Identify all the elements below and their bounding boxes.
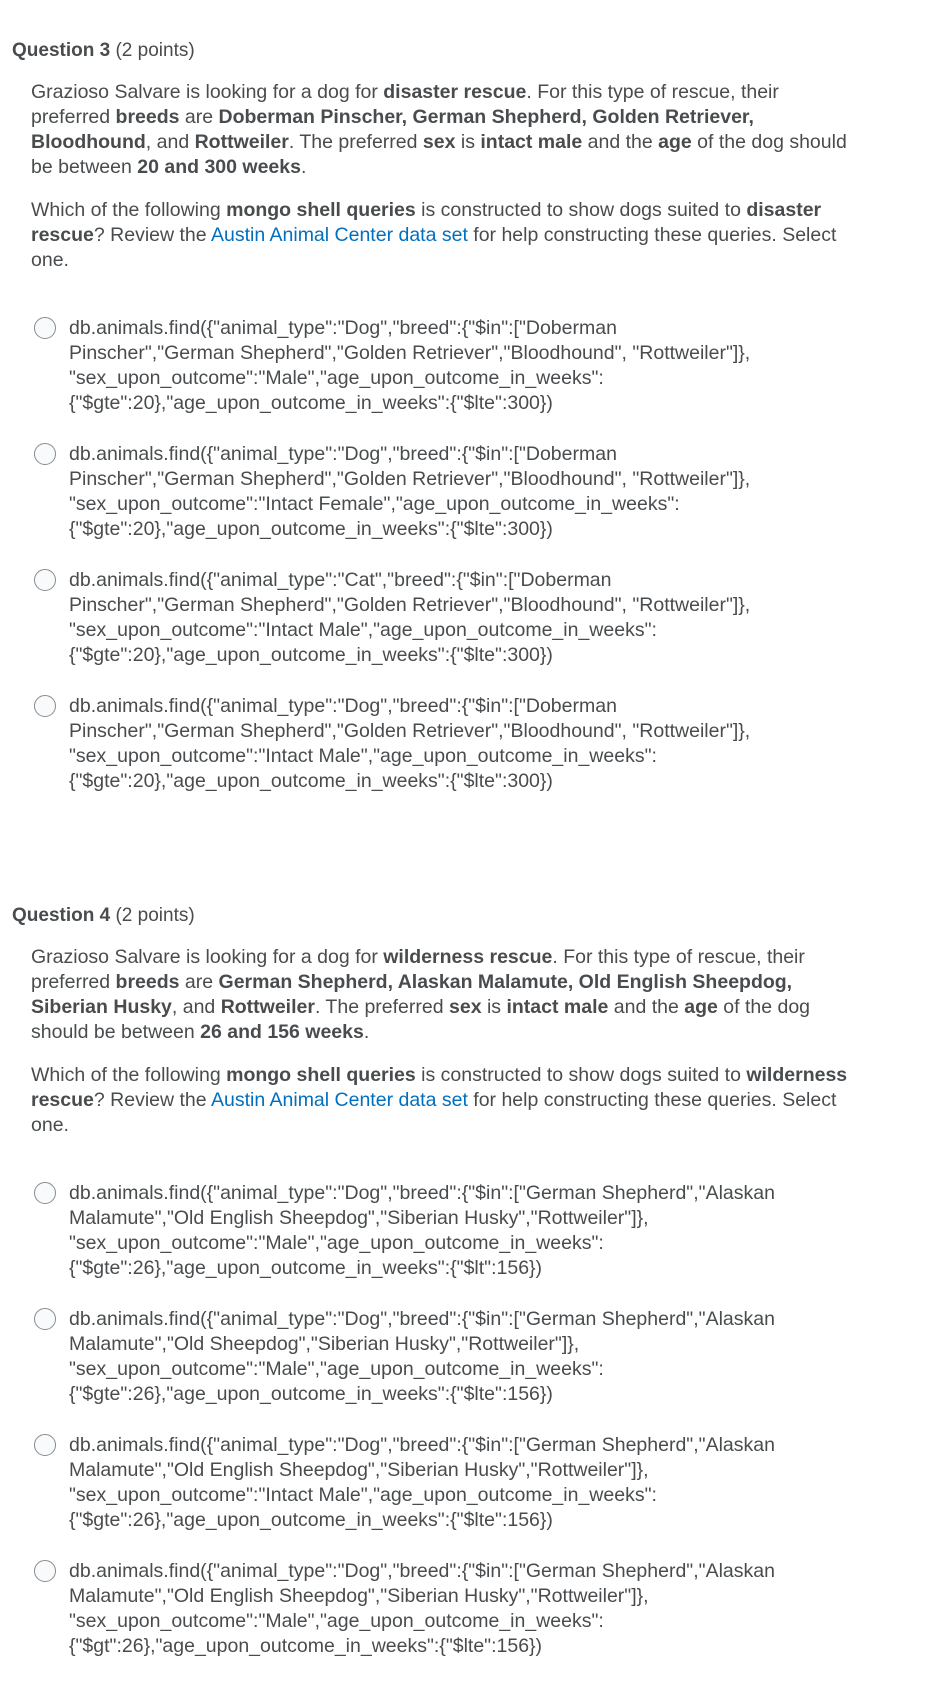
prompt-text: of the dog should be between (31, 996, 811, 1043)
prompt-emphasis: sex (449, 996, 482, 1018)
prompt-emphasis: mongo shell queries (226, 199, 416, 221)
answer-option-label[interactable]: db.animals.find({"animal_type":"Cat","breed":{"$in":["Doberman Pinscher","German Shepherd","Golden Retriever","Bloodhound", "Rottweiler"]}, "sex_upon_outcome":"Intact Male","age_upon_outcome_in_weeks": {"$gte":20},"age_upon_outcome_in_weeks":{"$lte":300}) (69, 569, 751, 666)
question-header (12, 903, 195, 929)
radio-button[interactable] (34, 695, 56, 717)
answer-option-c[interactable] (0, 1433, 942, 1543)
question-title: Question 3 (12, 40, 111, 61)
data-set-link[interactable]: Austin Animal Center data set (210, 1089, 468, 1111)
answer-option-c[interactable] (0, 568, 942, 678)
prompt-text: . (363, 1021, 370, 1043)
prompt-text: Grazioso Salvare is looking for a dog for (31, 81, 384, 103)
prompt-emphasis: sex (422, 131, 456, 153)
radio-button[interactable] (34, 1560, 56, 1582)
prompt-text: is constructed to show dogs suited to (415, 1064, 747, 1086)
prompt-emphasis: German Shepherd, Alaskan Malamute, Old English Sheepdog, Siberian Husky (31, 971, 793, 1018)
prompt-text: are (179, 971, 219, 993)
prompt-text: is constructed to show dogs suited to (415, 199, 747, 221)
question-prompt (31, 945, 861, 1045)
prompt-text: . For this type of rescue, their preferred (31, 81, 779, 128)
question-points: (2 points) (115, 905, 195, 926)
question-instruction (31, 198, 861, 273)
radio-button[interactable] (34, 1182, 56, 1204)
prompt-text: . The preferred (288, 131, 423, 153)
prompt-emphasis: disaster rescue (383, 81, 527, 103)
prompt-text: . The preferred (314, 996, 449, 1018)
prompt-emphasis: mongo shell queries (226, 1064, 416, 1086)
prompt-text: ? Review the (93, 1089, 211, 1111)
prompt-text: for help constructing these queries. Select one. (31, 224, 837, 271)
prompt-text: Which of the following (31, 199, 227, 221)
answer-option-label[interactable]: db.animals.find({"animal_type":"Dog","breed":{"$in":["German Shepherd","Alaskan Malamute","Old English Sheepdog","Siberian Husky","Rottweiler"]}, "sex_upon_outcome":"Male","age_upon_outcome_in_weeks": {"$gte":26},"age_upon_outcome_in_weeks":{"$lt":156}) (69, 1182, 775, 1279)
answer-option-d[interactable] (0, 694, 942, 804)
prompt-text: ? Review the (93, 224, 211, 246)
answer-option-a[interactable] (0, 1181, 942, 1291)
answer-option-b[interactable] (0, 1307, 942, 1417)
answer-option-b[interactable] (0, 442, 942, 552)
prompt-emphasis: 26 and 156 weeks (200, 1021, 364, 1043)
question-points: (2 points) (115, 40, 195, 61)
question-instruction (31, 1063, 861, 1138)
prompt-emphasis: intact male (480, 131, 583, 153)
data-set-link[interactable]: Austin Animal Center data set (210, 224, 468, 246)
radio-button[interactable] (34, 443, 56, 465)
radio-button[interactable] (34, 1308, 56, 1330)
prompt-emphasis: age (658, 131, 692, 153)
question-header (12, 38, 195, 64)
prompt-text: of the dog should be between (31, 131, 847, 178)
question-prompt (31, 80, 861, 180)
prompt-emphasis: Rottweiler (220, 996, 315, 1018)
prompt-emphasis: disaster rescue (31, 199, 822, 246)
answer-option-label[interactable]: db.animals.find({"animal_type":"Dog","breed":{"$in":["German Shepherd","Alaskan Malamute","Old English Sheepdog","Siberian Husky","Rottweiler"]}, "sex_upon_outcome":"Male","age_upon_outcome_in_weeks": {"$gt":26},"age_upon_outcome_in_weeks":{"$lte":156}) (69, 1560, 775, 1657)
prompt-text: . (300, 156, 307, 178)
radio-button[interactable] (34, 1434, 56, 1456)
prompt-text: and the (582, 131, 659, 153)
prompt-text: . For this type of rescue, their preferred (31, 946, 805, 993)
prompt-emphasis: breeds (115, 971, 180, 993)
question-title: Question 4 (12, 905, 111, 926)
prompt-text: Grazioso Salvare is looking for a dog for (31, 946, 384, 968)
prompt-text: is (455, 131, 481, 153)
prompt-emphasis: wilderness rescue (383, 946, 553, 968)
prompt-emphasis: Doberman Pinscher, German Shepherd, Golden Retriever, Bloodhound (31, 106, 754, 153)
prompt-text: , and (145, 131, 195, 153)
prompt-text: and the (608, 996, 685, 1018)
answer-option-label[interactable]: db.animals.find({"animal_type":"Dog","breed":{"$in":["German Shepherd","Alaskan Malamute","Old English Sheepdog","Siberian Husky","Rottweiler"]}, "sex_upon_outcome":"Intact Male","age_upon_outcome_in_weeks": {"$gte":26},"age_upon_outcome_in_weeks":{"$lte":156}) (69, 1434, 775, 1531)
radio-button[interactable] (34, 317, 56, 339)
prompt-emphasis: Rottweiler (194, 131, 289, 153)
prompt-emphasis: 20 and 300 weeks (137, 156, 301, 178)
answer-option-label[interactable]: db.animals.find({"animal_type":"Dog","breed":{"$in":["Doberman Pinscher","German Shepherd","Golden Retriever","Bloodhound", "Rottweiler"]}, "sex_upon_outcome":"Male","age_upon_outcome_in_weeks": {"$gte":20},"age_upon_outcome_in_weeks":{"$lte":300}) (69, 317, 751, 414)
answer-option-d[interactable] (0, 1559, 942, 1669)
answer-option-label[interactable]: db.animals.find({"animal_type":"Dog","breed":{"$in":["Doberman Pinscher","German Shepherd","Golden Retriever","Bloodhound", "Rottweiler"]}, "sex_upon_outcome":"Intact Male","age_upon_outcome_in_weeks": {"$gte":20},"age_upon_outcome_in_weeks":{"$lte":300}) (69, 695, 751, 792)
prompt-text: are (179, 106, 219, 128)
answer-option-label[interactable]: db.animals.find({"animal_type":"Dog","breed":{"$in":["Doberman Pinscher","German Shepherd","Golden Retriever","Bloodhound", "Rottweiler"]}, "sex_upon_outcome":"Intact Female","age_upon_outcome_in_weeks": {"$gte":20},"age_upon_outcome_in_weeks":{"$lte":300}) (69, 443, 751, 540)
answer-option-label[interactable]: db.animals.find({"animal_type":"Dog","breed":{"$in":["German Shepherd","Alaskan Malamute","Old Sheepdog","Siberian Husky","Rottweiler"]}, "sex_upon_outcome":"Male","age_upon_outcome_in_weeks": {"$gte":26},"age_upon_outcome_in_weeks":{"$lte":156}) (69, 1308, 775, 1405)
prompt-emphasis: breeds (115, 106, 180, 128)
prompt-emphasis: intact male (506, 996, 609, 1018)
prompt-text: is (481, 996, 507, 1018)
prompt-text: , and (171, 996, 221, 1018)
radio-button[interactable] (34, 569, 56, 591)
prompt-emphasis: wilderness rescue (31, 1064, 848, 1111)
prompt-text: Which of the following (31, 1064, 227, 1086)
answer-option-a[interactable] (0, 316, 942, 426)
prompt-text: for help constructing these queries. Select one. (31, 1089, 837, 1136)
prompt-emphasis: age (684, 996, 718, 1018)
